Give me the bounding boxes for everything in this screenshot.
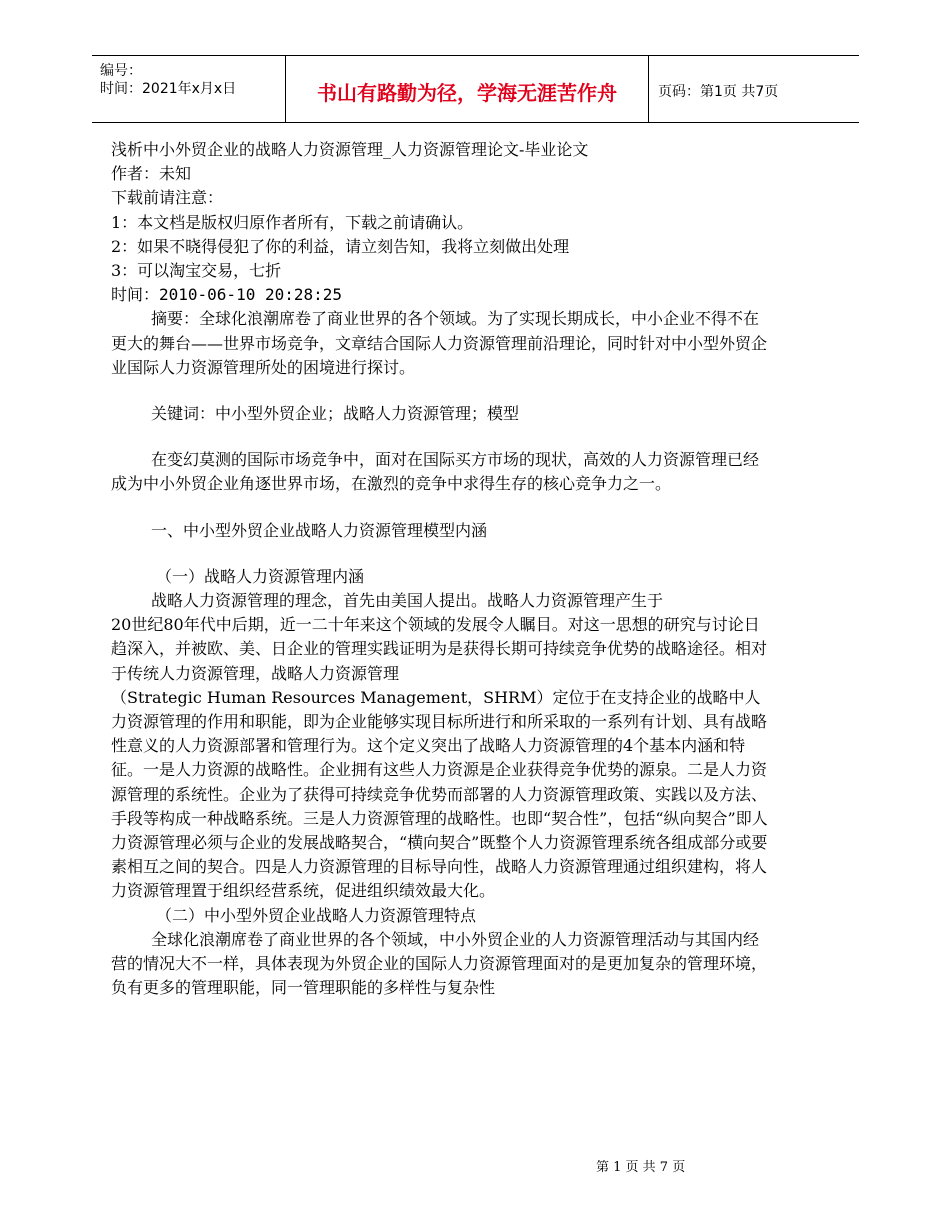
document-time-label: 时间：2021年x月x日 <box>100 81 237 97</box>
document-title: 浅析中小外贸企业的战略人力资源管理_人力资源管理论文-毕业论文 <box>111 140 589 159</box>
header-info-cell <box>92 56 285 122</box>
body-paragraph: 20世纪80年代中后期，近一二十年来这个领域的发展令人瞩目。对这一思想的研究与讨论日趋深入，并被欧、美、日企业的管理实践证明为是获得长期可持续竞争优势的战略途径。相对于传统人力资源管理，战略人力资源管理 <box>111 615 768 683</box>
header-page-info: 页码：第1页 共7页 <box>658 84 779 100</box>
header-motto: 书山有路勤为径，学海无涯苦作舟 <box>317 81 617 105</box>
subsection-heading: （二）中小型外贸企业战略人力资源管理特点 <box>156 905 477 925</box>
download-notice-item: 1：本文档是版权归原作者所有，下载之前请确认。 <box>111 212 474 232</box>
download-notice-item: 3：可以淘宝交易，七折 <box>111 261 282 281</box>
subsection-heading: （一）战略人力资源管理内涵 <box>156 566 365 586</box>
intro-paragraph: 在变幻莫测的国际市场竞争中，面对在国际买方市场的现状，高效的人力资源管理已经成为中小外贸企业角逐世界市场，在激烈的竞争中求得生存的核心竞争力之一。 <box>111 450 760 494</box>
body-paragraph: 全球化浪潮席卷了商业世界的各个领域，中小外贸企业的人力资源管理活动与其国内经营的情况大不一样，具体表现为外贸企业的国际人力资源管理面对的是更加复杂的管理环境，负有更多的管理职能，同一管理职能的多样性与复杂性 <box>111 929 768 998</box>
download-notice-title: 下载前请注意： <box>111 188 224 208</box>
body-paragraph: （Strategic Human Resources Management，SHRM）定位于在支持企业的战略中人力资源管理的作用和职能，即为企业能够实现目标所进行和所采取的一系列有计划、具有战略性意义的人力资源部署和管理行为。这个定义突出了战略人力资源管理的4个基本内涵和特征。一是人力资源的战略性。企业拥有这些人力资源是企业获得竞争优势的源泉。二是人力资源管理的系统性。企业为了获得可持续竞争优势而部署的人力资源管理政策、实践以及方法、手段等构成一种战略系统。三是人力资源管理的战略性。也即“契合性”，包括“纵向契合”即人力资源管理必须与企业的发展战略契合，“横向契合”既整个人力资源管理系统各组成部分或要素相互之间的契合。四是人力资源管理的目标导向性，战略人力资源管理通过组织建构，将人力资源管理置于组织经营系统，促进组织绩效最大化。 <box>111 687 768 901</box>
document-number-label: 编号： <box>100 63 142 79</box>
page-footer: 第 1 页 共 7 页 <box>596 1160 686 1175</box>
document-author: 作者：未知 <box>111 164 192 184</box>
spacer <box>111 543 768 565</box>
document-body <box>111 138 768 1001</box>
body-paragraph: 战略人力资源管理的理念，首先由美国人提出。战略人力资源管理产生于 <box>151 591 664 611</box>
spacer <box>111 497 768 519</box>
header-page-cell <box>648 56 859 122</box>
header-motto-cell <box>285 56 649 122</box>
spacer <box>111 380 768 402</box>
page-header <box>92 55 859 123</box>
spacer <box>111 426 768 448</box>
section-heading: 一、中小型外贸企业战略人力资源管理模型内涵 <box>151 520 488 540</box>
document-timestamp: 时间：2010-06-10 20:28:25 <box>111 285 343 305</box>
keywords-paragraph: 关键词：中小型外贸企业；战略人力资源管理；模型 <box>151 404 520 424</box>
download-notice-item: 2：如果不晓得侵犯了你的利益，请立刻告知，我将立刻做出处理 <box>111 236 570 256</box>
abstract-paragraph: 摘要：全球化浪潮席卷了商业世界的各个领域。为了实现长期成长，中小企业不得不在更大的舞台——世界市场竞争，文章结合国际人力资源管理前沿理论，同时针对中小型外贸企业国际人力资源管理所处的困境进行探讨。 <box>111 309 768 377</box>
